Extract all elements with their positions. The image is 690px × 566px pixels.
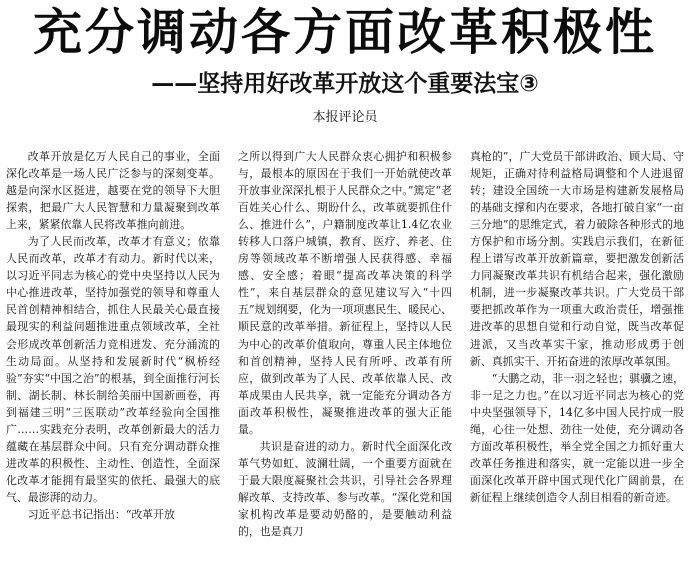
article-column-2 [238, 148, 452, 566]
paragraph: 之所以得到广大人民群众衷心拥护和积极参与，最根本的原因在于我们一开始就使改革开放事业深深扎根于人民群众之中。”篤定“老百姓关心什么、期盼什么，改革就要抓住什么、推进什么”，户籍制度改革让1.4亿农业转移人口落户城镇，教育、医疗、养老、住房等领域改革不断增强人民获得感、幸福感、安全感；着眼“提高改革决策的科学性”，来自基层群众的意见建议写入“十四五”规划纲要，化为一项项惠民生、暖民心、顺民意的改革举措。新征程上，坚持以人民为中心的改革价值取向，尊重人民主体地位和首创精神，坚持人民有所呼、改革有所应，做到改革为了人民、改革依靠人民、改革成果由人民共享，就一定能充分调动各方面改革积极性，凝聚推进改革的强大正能量。 [238, 150, 452, 436]
paragraph: 为了人民而改革，改革才有意义；依靠人民而改革，改革才有动力。新时代以来，以习近平同志为核心的党中央坚持以人民为中心推进改革，坚持加强党的领导和尊重人民首创精神相结合，抓住人民最关心最直接最现实的利益问题推进重点领域改革，全社会形成改革创新活力竞相迸发、充分涌流的生动局面。从坚持和发展新时代“枫桥经验”夯实“中国之治”的根基，到全面推行河长制、湖长制、林长制给美丽中国新画卷，再到福建三明“三医联动”改革经验向全国推广……实践充分表明，改革创新最大的活力蕴藏在基层群众中间。只有充分调动群众推进改革的积极性、主动性、创造性，全面深化改革才能拥有最坚实的依托、最强大的底气、最澎湃的动力。 [6, 235, 220, 504]
article-column-3 [470, 148, 684, 566]
paragraph: 共识是奋进的动力。新时代全面深化改革气势如虹、波澜壮阔，一个重要方面就在于最大限度凝聚社会共识，引导社会各界理解改革、支持改革、参与改革。“深化党和国家机构改革是要动奶酪的，是要触动利益的，也是真刀 [238, 439, 452, 539]
subheadline: ——坚持用好改革开放这个重要法宝③ [151, 71, 539, 97]
article-column-1 [6, 148, 220, 566]
paragraph: 真枪的”，广大党员干部讲政治、顾大局、守规矩，正确对待利益格局调整和个人进退留转；建设全国统一大市场是构建新发展格局的基础支撑和内在要求，各地打破自家“一亩三分地”的思维定式，着力破除各种形式的地方保护和市场分割。实践启示我们，在新征程上谱写改革开放新篇章，要把激发创新活力同凝聚改革共识有机结合起来，强化激励机制，进一步凝聚改革共识。广大党员干部要把抓改革作为一项重大政治责任，增强推进改革的思想自觉和行动自觉，既当改革促进派，又当改革实干家，推动形成勇于创新、真抓实干、开拓奋进的浓厚改革氛围。 [470, 150, 684, 368]
headline: 充分调动各方面改革积极性 [32, 4, 657, 61]
paragraph: 改革开放是亿万人民自己的事业，全面深化改革是一场人民广泛参与的深刻变革。越是向深水区挺进，越要在党的领导下大胆探索，把最广大人民智慧和力量凝聚到改革上来，紧紧依靠人民将改革推向前进。 [6, 150, 220, 232]
paragraph: “大鹏之动，非一羽之轻也；骐骥之速，非一足之力也。”在以习近平同志为核心的党中央坚强领导下，14亿多中国人民拧成一股绳，心往一处想、劲往一处使，充分调动各方面改革积极性，举全党全国之力抓好重大改革任务推进和落实，就一定能以进一步全面深化改革开辟中国式现代化广阔前景，在新征程上继续创造令人刮目相看的新奇迹。 [470, 371, 684, 504]
paragraph: 习近平总书记指出：“改革开放 [27, 507, 175, 521]
byline: 本报评论员 [312, 110, 378, 125]
